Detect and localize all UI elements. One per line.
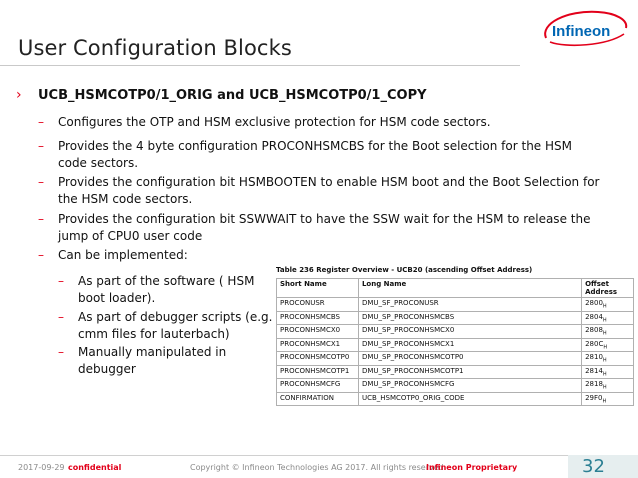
long-name-cell: DMU_SP_PROCONHSMCX0 xyxy=(358,325,581,339)
offset-address-cell xyxy=(582,311,634,325)
short-name-cell: PROCONUSR xyxy=(277,298,359,312)
offset-value: 2800 xyxy=(585,299,603,307)
slide-footer xyxy=(0,455,638,478)
long-name-cell: DMU_SP_PROCONHSMCFG xyxy=(358,379,581,393)
offset-value: 2818 xyxy=(585,380,603,388)
confidential-label: confidential xyxy=(68,463,122,472)
offset-address-cell xyxy=(582,365,634,379)
column-header: Offset Address xyxy=(582,279,634,298)
offset-suffix: H xyxy=(602,303,607,310)
list-item-text: Provides the configuration bit HSMBOOTEN to enable HSM boot and the Boot Selection for the HSM code sectors. xyxy=(58,175,600,206)
table-header-row xyxy=(277,279,634,298)
long-name-cell: DMU_SP_PROCONHSMCOTP0 xyxy=(358,352,581,366)
offset-suffix: H xyxy=(602,357,607,364)
sub-list-item-text: Manually manipulated in debugger xyxy=(78,345,227,376)
short-name-cell: PROCONHSMCOTP1 xyxy=(277,365,359,379)
offset-address-cell xyxy=(582,392,634,406)
dash-icon: – xyxy=(38,115,44,129)
column-header: Short Name xyxy=(277,279,359,298)
sub-list-item-text: As part of debugger scripts (e.g. cmm files for lauterbach) xyxy=(78,310,273,341)
slide-header xyxy=(0,0,638,66)
table-row xyxy=(277,311,634,325)
offset-value: 2814 xyxy=(585,366,603,375)
footer-divider xyxy=(0,455,638,456)
offset-address-cell xyxy=(582,379,634,393)
table-row xyxy=(277,325,634,339)
main-bullet-text: UCB_HSMCOTP0/1_ORIG and UCB_HSMCOTP0/1_COPY xyxy=(38,88,427,103)
dash-icon: – xyxy=(58,310,64,324)
dash-icon: – xyxy=(58,345,64,359)
dash-icon: – xyxy=(38,139,44,153)
sub-list-item-text: As part of the software ( HSM boot loader). xyxy=(78,274,255,305)
column-header: Long Name xyxy=(358,279,581,298)
offset-suffix: H xyxy=(603,343,608,350)
offset-suffix: H xyxy=(602,330,607,337)
long-name-cell: UCB_HSMCOTP0_ORIG_CODE xyxy=(358,392,581,406)
offset-suffix: H xyxy=(602,316,607,323)
table-caption: Table 236 Register Overview - UCB20 (ascending Offset Address) xyxy=(276,266,533,274)
footer-date: 2017-09-29 xyxy=(18,463,65,472)
table-row xyxy=(277,352,634,366)
offset-suffix: H xyxy=(602,397,607,404)
offset-suffix: H xyxy=(602,384,607,391)
table-row xyxy=(277,338,634,352)
long-name-cell: DMU_SP_PROCONHSMCX1 xyxy=(358,338,581,352)
short-name-cell: CONFIRMATION xyxy=(277,392,359,406)
slide-title: User Configuration Blocks xyxy=(18,36,292,60)
short-name-cell: PROCONHSMCBS xyxy=(277,311,359,325)
long-name-cell: DMU_SF_PROCONUSR xyxy=(358,298,581,312)
list-item-text: Configures the OTP and HSM exclusive protection for HSM code sectors. xyxy=(58,115,491,129)
header-divider xyxy=(0,65,520,66)
short-name-cell: PROCONHSMCFG xyxy=(277,379,359,393)
table-row xyxy=(277,298,634,312)
short-name-cell: PROCONHSMCX1 xyxy=(277,338,359,352)
dash-icon: – xyxy=(38,248,44,262)
page-number: 32 xyxy=(582,456,605,477)
short-name-cell: PROCONHSMCX0 xyxy=(277,325,359,339)
proprietary-label: Infineon Proprietary xyxy=(426,463,518,472)
svg-text:Infineon: Infineon xyxy=(552,23,611,40)
infineon-logo-icon xyxy=(536,8,632,52)
table-row xyxy=(277,392,634,406)
table-row xyxy=(277,365,634,379)
dash-icon: – xyxy=(38,175,44,189)
dash-icon: – xyxy=(38,212,44,226)
list-item-text: Provides the configuration bit SSWWAIT to have the SSW wait for the HSM to release the jump of CPU0 user code xyxy=(58,212,591,243)
offset-address-cell xyxy=(582,298,634,312)
offset-suffix: H xyxy=(602,370,607,377)
infineon-logo xyxy=(536,8,632,52)
short-name-cell: PROCONHSMCOTP0 xyxy=(277,352,359,366)
table-row xyxy=(277,379,634,393)
long-name-cell: DMU_SP_PROCONHSMCOTP1 xyxy=(358,365,581,379)
offset-value: 280C xyxy=(585,339,604,348)
dash-icon: – xyxy=(58,274,64,288)
offset-address-cell xyxy=(582,325,634,339)
offset-value: 2808 xyxy=(585,326,603,334)
register-overview-table xyxy=(276,278,634,406)
copyright-text: Copyright © Infineon Technologies AG 2017. All rights reserved. xyxy=(190,463,447,472)
page-number-box xyxy=(568,455,638,478)
offset-value: 29F0 xyxy=(585,393,603,402)
offset-address-cell xyxy=(582,352,634,366)
offset-value: 2810 xyxy=(585,353,603,361)
list-item-text: Provides the 4 byte configuration PROCONHSMCBS for the Boot selection for the HSM code sectors. xyxy=(58,139,573,170)
long-name-cell: DMU_SP_PROCONHSMCBS xyxy=(358,311,581,325)
list-item-text: Can be implemented: xyxy=(58,248,188,262)
offset-address-cell xyxy=(582,338,634,352)
chevron-right-icon: › xyxy=(16,87,22,103)
offset-value: 2804 xyxy=(585,312,603,321)
